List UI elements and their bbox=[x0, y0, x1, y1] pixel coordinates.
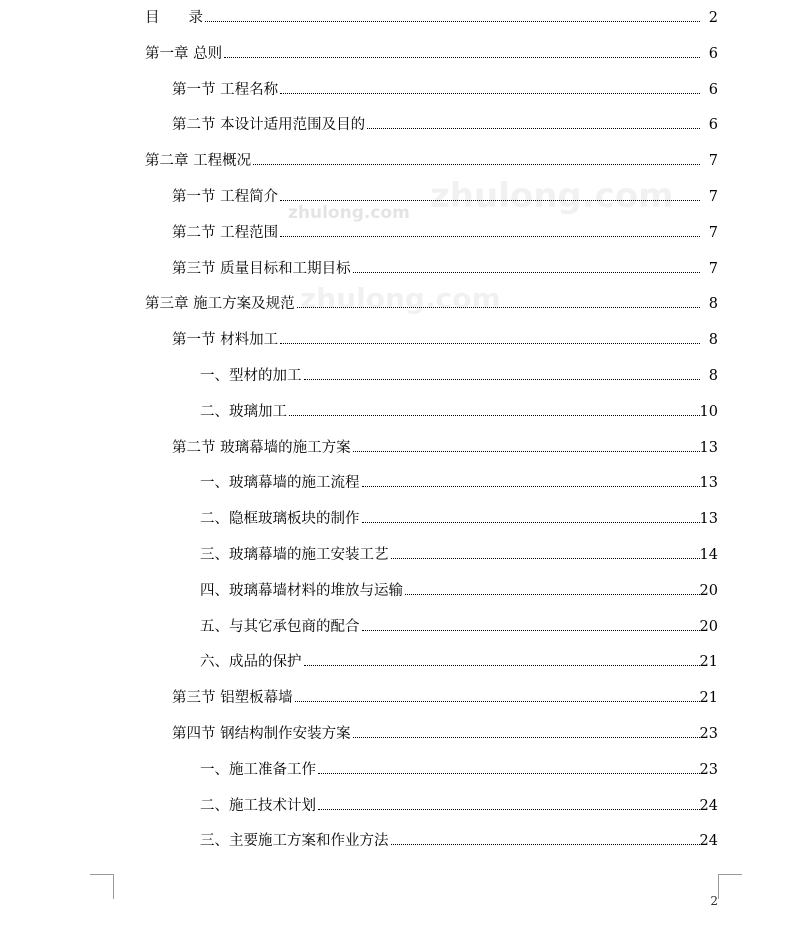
toc-dot-leader bbox=[353, 272, 700, 273]
toc-dot-leader bbox=[289, 415, 700, 416]
toc-dot-leader bbox=[362, 522, 700, 523]
toc-entry-title: 第三章 施工方案及规范 bbox=[145, 293, 295, 315]
toc-entry[interactable] bbox=[0, 508, 795, 530]
toc-entry-page-number: 13 bbox=[699, 511, 718, 527]
toc-entry-title: 二、玻璃加工 bbox=[200, 401, 287, 423]
toc-dot-leader bbox=[304, 379, 700, 380]
toc-entry-title: 第一章 总则 bbox=[145, 43, 222, 65]
toc-entry[interactable] bbox=[0, 79, 795, 101]
toc-entry-page-number: 6 bbox=[708, 46, 718, 62]
toc-dot-leader bbox=[353, 737, 700, 738]
toc-entry[interactable] bbox=[0, 580, 795, 602]
toc-entry[interactable] bbox=[0, 616, 795, 638]
toc-dot-leader bbox=[362, 486, 700, 487]
toc-entry-title: 第二章 工程概况 bbox=[145, 150, 251, 172]
toc-entry[interactable] bbox=[0, 759, 795, 781]
toc-entry[interactable] bbox=[0, 544, 795, 566]
toc-dot-leader bbox=[391, 844, 700, 845]
toc-entry-title: 第四节 钢结构制作安装方案 bbox=[172, 723, 351, 745]
toc-entry-title: 一、型材的加工 bbox=[200, 365, 302, 387]
toc-entry[interactable] bbox=[0, 258, 795, 280]
toc-entry[interactable] bbox=[0, 830, 795, 852]
toc-entry-page-number: 7 bbox=[708, 153, 718, 169]
toc-entry-title: 第一节 材料加工 bbox=[172, 329, 278, 351]
toc-entry-page-number: 2 bbox=[708, 10, 718, 26]
toc-entry[interactable] bbox=[0, 437, 795, 459]
toc-entry[interactable] bbox=[0, 7, 795, 29]
toc-entry-page-number: 6 bbox=[708, 117, 718, 133]
toc-entry[interactable] bbox=[0, 114, 795, 136]
toc-entry-title: 第二节 工程范围 bbox=[172, 222, 278, 244]
toc-entry-page-number: 21 bbox=[699, 654, 718, 670]
page-corner-mark-right bbox=[718, 874, 742, 899]
watermark-text: zhulong.com bbox=[300, 282, 501, 315]
toc-entry-page-number: 10 bbox=[699, 404, 718, 420]
toc-dot-leader bbox=[253, 164, 700, 165]
toc-entry-title: 一、玻璃幕墙的施工流程 bbox=[200, 472, 360, 494]
watermark-text: zhulong.com bbox=[288, 203, 410, 223]
toc-entry-page-number: 6 bbox=[708, 82, 718, 98]
toc-dot-leader bbox=[367, 128, 700, 129]
toc-dot-leader bbox=[405, 594, 700, 595]
toc-dot-leader bbox=[280, 343, 700, 344]
toc-entry-title: 六、成品的保护 bbox=[200, 651, 302, 673]
toc-entry-page-number: 8 bbox=[708, 296, 718, 312]
toc-dot-leader bbox=[318, 809, 700, 810]
toc-dot-leader bbox=[224, 57, 700, 58]
toc-dot-leader bbox=[205, 21, 700, 22]
toc-entry-page-number: 20 bbox=[699, 583, 718, 599]
toc-dot-leader bbox=[391, 558, 700, 559]
toc-dot-leader bbox=[304, 665, 700, 666]
toc-entry-page-number: 13 bbox=[699, 475, 718, 491]
toc-entry-page-number: 23 bbox=[699, 762, 718, 778]
toc-dot-leader bbox=[318, 773, 700, 774]
toc-entry[interactable] bbox=[0, 365, 795, 387]
toc-entry[interactable] bbox=[0, 401, 795, 423]
toc-entry[interactable] bbox=[0, 472, 795, 494]
toc-entry-title: 五、与其它承包商的配合 bbox=[200, 616, 360, 638]
toc-entry-page-number: 7 bbox=[708, 189, 718, 205]
toc-entry-page-number: 13 bbox=[699, 440, 718, 456]
toc-entry[interactable] bbox=[0, 723, 795, 745]
page-corner-mark-left bbox=[90, 874, 114, 899]
toc-dot-leader bbox=[280, 93, 700, 94]
toc-entry[interactable] bbox=[0, 43, 795, 65]
toc-entry-title: 第一节 工程名称 bbox=[172, 79, 278, 101]
toc-entry-title: 第三节 质量目标和工期目标 bbox=[172, 258, 351, 280]
toc-entry-page-number: 8 bbox=[708, 368, 718, 384]
toc-dot-leader bbox=[353, 451, 700, 452]
toc-entry[interactable] bbox=[0, 293, 795, 315]
toc-entry-page-number: 7 bbox=[708, 225, 718, 241]
toc-entry-title: 目 录 bbox=[145, 7, 203, 29]
toc-entry-page-number: 8 bbox=[708, 332, 718, 348]
toc-entry[interactable] bbox=[0, 687, 795, 709]
toc-dot-leader bbox=[297, 307, 700, 308]
toc-entry-page-number: 24 bbox=[699, 798, 718, 814]
toc-entry-title: 第二节 本设计适用范围及目的 bbox=[172, 114, 365, 136]
toc-entry-page-number: 20 bbox=[699, 619, 718, 635]
toc-entry-title: 二、隐框玻璃板块的制作 bbox=[200, 508, 360, 530]
toc-dot-leader bbox=[295, 701, 700, 702]
toc-entry[interactable] bbox=[0, 795, 795, 817]
toc-entry[interactable] bbox=[0, 150, 795, 172]
toc-entry-title: 第三节 铝塑板幕墙 bbox=[172, 687, 293, 709]
toc-entry[interactable] bbox=[0, 186, 795, 208]
toc-entry-page-number: 7 bbox=[708, 261, 718, 277]
toc-entry-title: 三、主要施工方案和作业方法 bbox=[200, 830, 389, 852]
toc-entry-page-number: 23 bbox=[699, 726, 718, 742]
toc-dot-leader bbox=[280, 200, 700, 201]
toc-entry-page-number: 24 bbox=[699, 833, 718, 849]
toc-dot-leader bbox=[362, 630, 700, 631]
toc-entry-title: 一、施工准备工作 bbox=[200, 759, 316, 781]
toc-entry[interactable] bbox=[0, 651, 795, 673]
toc-dot-leader bbox=[280, 236, 700, 237]
toc-entry-page-number: 21 bbox=[699, 690, 718, 706]
toc-entry-title: 第二节 玻璃幕墙的施工方案 bbox=[172, 437, 351, 459]
toc-entry-title: 四、玻璃幕墙材料的堆放与运输 bbox=[200, 580, 403, 602]
toc-entry-page-number: 14 bbox=[699, 547, 718, 563]
toc-entry-title: 第一节 工程简介 bbox=[172, 186, 278, 208]
toc-entry-title: 三、玻璃幕墙的施工安装工艺 bbox=[200, 544, 389, 566]
footer-page-number: 2 bbox=[710, 894, 718, 908]
toc-entry-title: 二、施工技术计划 bbox=[200, 795, 316, 817]
toc-entry[interactable] bbox=[0, 222, 795, 244]
watermark-text: zhulong.com bbox=[430, 176, 674, 216]
toc-entry[interactable] bbox=[0, 329, 795, 351]
